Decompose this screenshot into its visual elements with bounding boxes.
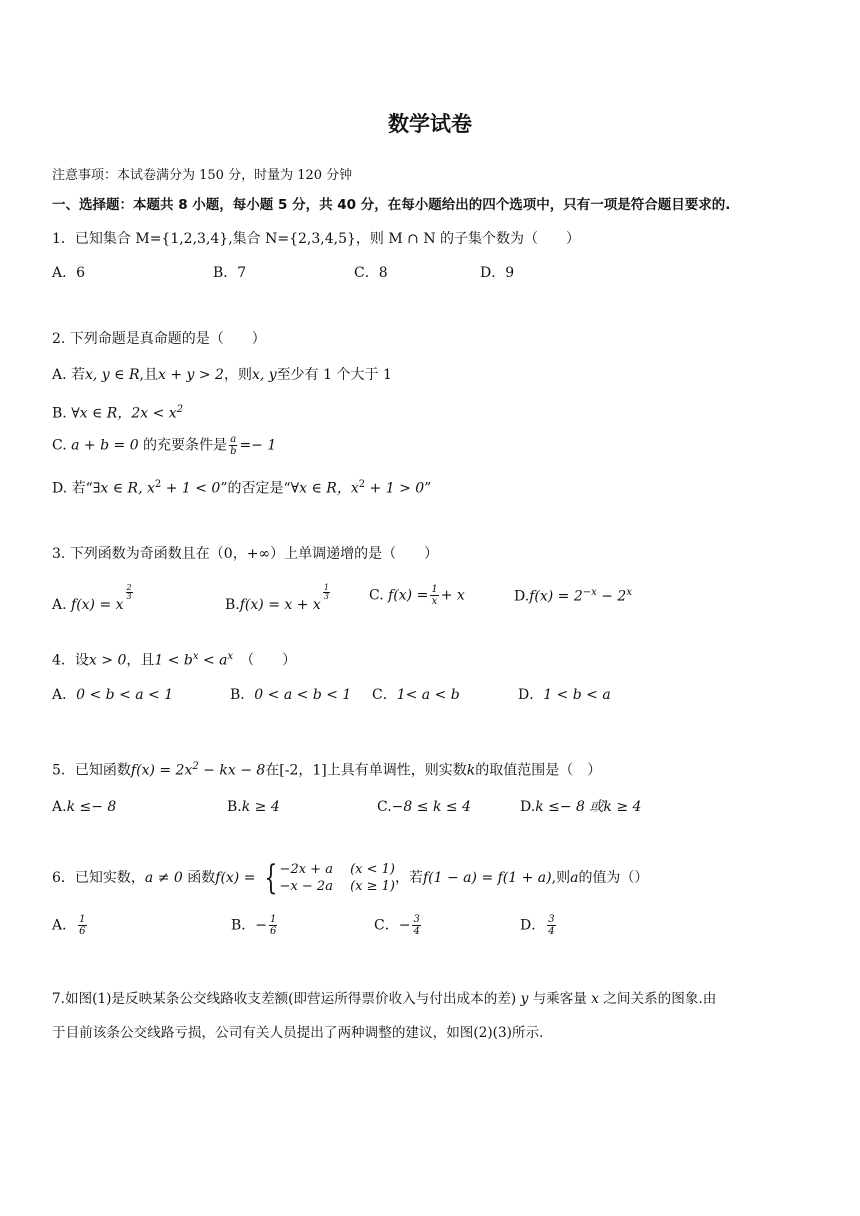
- q6-option-b[interactable]: [231, 914, 279, 937]
- q1-intersection: M ∩ N: [383, 231, 441, 247]
- q7-x: x: [591, 991, 599, 1007]
- q5-stem-sup: 2: [192, 761, 199, 772]
- q4-b-math: 0 < a < b < 1: [254, 687, 352, 703]
- q2-b-sup: 2: [176, 404, 184, 415]
- question-7-line-2: 于目前该条公交线路亏损，公司有关人员提出了两种调整的建议，如图(2)(3)所示.: [52, 1025, 544, 1041]
- q5-c-math: −8 ≤ k ≤ 4: [391, 799, 471, 815]
- q3-option-d[interactable]: [514, 584, 632, 606]
- q2-c-num: a: [230, 434, 237, 445]
- q3-b-exp-den: 3: [323, 592, 329, 601]
- q7-line1-c: 之间关系的图象.由: [603, 991, 717, 1007]
- q5-option-c[interactable]: [377, 798, 471, 816]
- q4-option-b[interactable]: [230, 686, 351, 704]
- q6-stem-post: 的值为（）: [578, 870, 649, 886]
- q3-b-label: B.: [225, 597, 240, 613]
- q3-d-label: D.: [514, 588, 530, 605]
- question-3-stem: 3. 下列函数为奇函数且在（0，+∞）上单调递增的是（ ）: [52, 546, 439, 562]
- q5-b-math: k ≥ 4: [241, 799, 280, 815]
- q2-a-math-2: x + y > 2: [157, 367, 224, 383]
- q5-stem-math-2: − kx − 8: [198, 762, 266, 779]
- q1-option-d[interactable]: D．9: [480, 265, 515, 281]
- q4-stem-mid: ，且: [126, 652, 155, 669]
- question-5-stem: [52, 758, 601, 780]
- q1-option-a[interactable]: A．6: [52, 265, 86, 281]
- q5-stem-pre: 5．已知函数: [52, 762, 131, 779]
- q2-b-math: ∀x ∈ R，2x < x: [71, 405, 177, 422]
- q6-a-den: 6: [79, 926, 86, 937]
- q2-d-sup-2: 2: [358, 479, 366, 490]
- q3-a-label: A.: [52, 597, 67, 613]
- q3-d-sup-2: x: [626, 587, 632, 598]
- q6-a-fraction: [78, 914, 86, 937]
- q1-stem-tail: 的子集个数为（ ）: [440, 231, 581, 247]
- q6-stem-a: a: [570, 870, 579, 886]
- q6-stem-mid-3: ,则: [551, 870, 571, 886]
- q2-a-post: 至少有 1 个大于 1: [276, 367, 392, 383]
- q6-pieces: [280, 861, 395, 895]
- q5-d-math: k ≤− 8 或k ≥ 4: [535, 799, 642, 815]
- question-2-stem: 2. 下列命题是真命题的是（ ）: [52, 331, 266, 347]
- q3-d-sup-1: −x: [582, 587, 597, 598]
- q5-option-d[interactable]: [520, 798, 641, 816]
- q7-line1-a: 7.如图(1)是反映某条公交线路收支差额(即营运所得票价收入与付出成本的差): [52, 991, 517, 1007]
- q2-b-pre: B.: [52, 405, 72, 422]
- q5-stem-post: 的取值范围是（ ）: [475, 762, 602, 779]
- q4-a-math: 0 < b < a < 1: [76, 687, 174, 703]
- q6-stem-mid: 函数: [182, 870, 216, 886]
- q2-c-post: =− 1: [239, 437, 277, 454]
- q1-option-b[interactable]: B．7: [213, 265, 247, 281]
- q3-c-den: x: [431, 596, 438, 607]
- q3-c-label: C.: [369, 587, 384, 604]
- q7-y: y: [520, 991, 529, 1007]
- q4-d-label: D．: [518, 687, 544, 703]
- q2-option-b[interactable]: [52, 401, 183, 423]
- q6-d-den: 4: [548, 926, 555, 937]
- q6-b-num: 1: [270, 914, 277, 925]
- q4-a-label: A．: [52, 687, 77, 703]
- q1-stem-text: 1．已知集合 M={1,2,3,4},集合 N={2,3,4,5}，则: [52, 231, 384, 247]
- question-7-line-1: [52, 990, 716, 1008]
- q4-b-label: B．: [230, 687, 255, 703]
- q5-c-label: C.: [377, 799, 392, 815]
- q4-stem-post: （ ）: [233, 652, 297, 669]
- q6-option-a[interactable]: [52, 914, 89, 937]
- q3-option-b[interactable]: [225, 584, 332, 614]
- q2-c-pre: C.: [52, 437, 72, 454]
- q3-d-math-2: − 2: [596, 588, 627, 605]
- q3-b-exponent: [323, 584, 330, 601]
- q6-stem-math-1: a ≠ 0: [144, 870, 183, 886]
- q6-b-sign: −: [255, 917, 268, 934]
- q2-option-a[interactable]: [52, 366, 392, 384]
- q6-stem-math-2: f(x) =: [215, 870, 256, 886]
- q6-a-label: A．: [52, 917, 77, 934]
- q2-d-math-1: ∃x ∈ R, x: [92, 480, 155, 497]
- q7-line1-b: 与乘客量: [532, 991, 587, 1007]
- q6-c-fraction: [412, 914, 420, 937]
- q6-c-sign: −: [398, 917, 411, 934]
- q2-option-d[interactable]: [52, 476, 431, 498]
- q2-d-math-1b: + 1 < 0: [161, 480, 221, 497]
- page-title: 数学试卷: [388, 112, 472, 136]
- question-1-stem: [52, 230, 580, 248]
- q5-stem-math: f(x) = 2x: [130, 762, 193, 779]
- q3-b-exp-num: 1: [323, 583, 329, 592]
- q5-b-label: B.: [227, 799, 242, 815]
- q6-option-d[interactable]: [520, 914, 558, 937]
- q6-c-den: 4: [413, 926, 420, 937]
- q2-c-mid: 的充要条件是: [138, 437, 228, 454]
- q6-stem-pre: 6．已知实数，: [52, 870, 145, 886]
- q6-c-num: 3: [413, 914, 420, 925]
- q4-option-a[interactable]: [52, 686, 173, 704]
- left-brace-icon: {: [264, 858, 278, 898]
- q6-d-label: D．: [520, 917, 546, 934]
- q3-option-a[interactable]: [52, 584, 135, 614]
- q3-a-math: f(x) = x: [71, 597, 124, 613]
- q4-c-label: C．: [372, 687, 397, 703]
- q5-stem-k: k: [466, 762, 476, 779]
- q4-d-math: 1 < b < a: [543, 687, 611, 703]
- q2-c-math: a + b = 0: [71, 437, 139, 454]
- q2-a-math-3: x, y: [251, 367, 277, 383]
- q4-stem-math-2: 1 < b: [154, 652, 193, 669]
- q2-option-c[interactable]: [52, 434, 276, 457]
- q3-a-exp-num: 2: [126, 583, 132, 592]
- q2-a-pre: A. 若: [52, 367, 86, 383]
- q5-a-label: A.: [52, 799, 67, 815]
- q2-c-fraction: [229, 434, 237, 457]
- q2-a-mid-1: ,且: [139, 367, 158, 383]
- q2-d-pre: D. 若“: [52, 480, 93, 497]
- q6-piecewise: [260, 858, 395, 898]
- q3-b-math: f(x) = x + x: [239, 597, 321, 613]
- exam-notice: 注意事项：本试卷满分为 150 分，时量为 120 分钟: [52, 168, 353, 183]
- q6-b-den: 6: [270, 926, 277, 937]
- q5-d-label: D.: [520, 799, 536, 815]
- q5-a-math: k ≤− 8: [66, 799, 117, 815]
- q2-d-math-2: ∀x ∈ R，x: [290, 480, 359, 497]
- question-4-stem: [52, 648, 296, 670]
- q3-c-math-2: + x: [440, 587, 465, 604]
- q4-stem-math-1: x > 0: [88, 652, 127, 669]
- q6-c-label: C．: [374, 917, 399, 934]
- q2-d-math-2b: + 1 > 0: [365, 480, 425, 497]
- q2-a-mid-2: ，则: [223, 367, 252, 383]
- q4-c-math: 1< a < b: [396, 687, 460, 703]
- q6-piece-1: −2x + a (x < 1): [279, 862, 395, 877]
- q3-a-exp-den: 3: [126, 592, 132, 601]
- q5-option-a[interactable]: [52, 798, 116, 816]
- q4-option-c[interactable]: [372, 686, 460, 704]
- q6-d-num: 3: [548, 914, 555, 925]
- q3-option-c[interactable]: [369, 584, 465, 607]
- q2-d-mid: ”的否定是“: [220, 480, 291, 497]
- q5-option-b[interactable]: [227, 798, 280, 816]
- q2-d-post: ”: [424, 480, 432, 497]
- q6-piece-2: −x − 2a (x ≥ 1): [279, 879, 395, 894]
- q6-option-c[interactable]: [374, 914, 423, 937]
- q6-stem-math-3: f(1 − a) = f(1 + a): [423, 870, 552, 886]
- q3-a-exponent: [126, 584, 133, 601]
- q4-stem-sup-1: x: [192, 651, 199, 662]
- q3-c-math-1: f(x) =: [388, 587, 429, 604]
- q2-c-den: b: [230, 446, 237, 457]
- q4-stem-pre: 4．设: [52, 652, 89, 669]
- q3-c-num: 1: [431, 584, 438, 595]
- q1-option-c[interactable]: C．8: [354, 265, 388, 281]
- q6-a-num: 1: [79, 914, 86, 925]
- q4-stem-sup-2: x: [227, 651, 234, 662]
- q6-b-fraction: [269, 914, 277, 937]
- q3-c-fraction: [430, 584, 438, 607]
- question-6-stem: [52, 858, 648, 898]
- q4-stem-math-3: < a: [198, 652, 228, 669]
- q2-a-math-1: x, y ∈ R: [85, 367, 140, 383]
- q2-d-sup-1: 2: [154, 479, 162, 490]
- q5-stem-mid: 在[-2，1]上具有单调性，则实数: [265, 762, 467, 779]
- q6-b-label: B．: [231, 917, 256, 934]
- q3-d-math: f(x) = 2: [529, 588, 583, 605]
- q6-d-fraction: [547, 914, 555, 937]
- q6-stem-mid-2: ，若: [395, 870, 423, 886]
- section-heading: 一、选择题：本题共 8 小题，每小题 5 分，共 40 分，在每小题给出的四个选项中，只有一项是符合题目要求的.: [52, 197, 731, 213]
- q4-option-d[interactable]: [518, 686, 611, 704]
